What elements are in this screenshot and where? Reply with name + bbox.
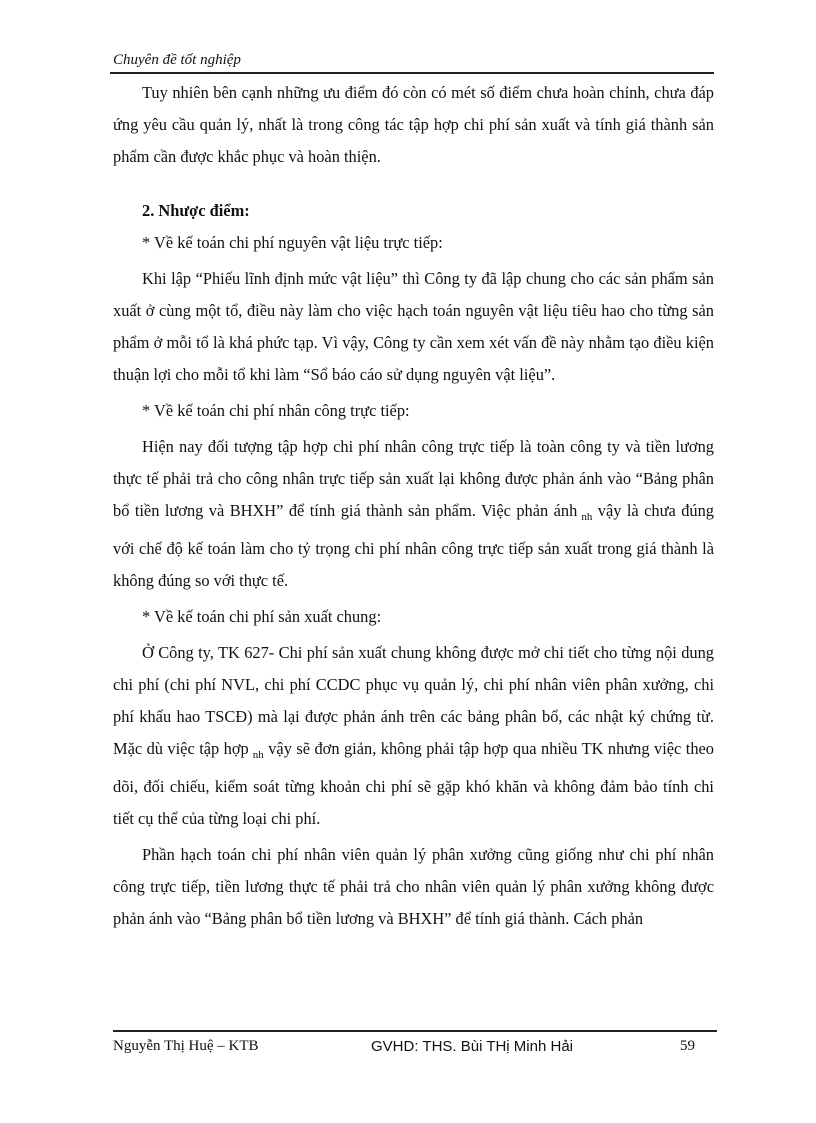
document-body [113, 77, 714, 935]
footer-divider [113, 1030, 717, 1032]
subheading-overhead-cost: * Về kế toán chi phí sản xuất chung: [142, 607, 382, 626]
stray-fragment: nh [252, 749, 264, 761]
paragraph-overhead-cost [113, 637, 714, 835]
header-divider [110, 72, 714, 74]
page-number: 59 [680, 1038, 695, 1054]
paragraph-overhead-cost-part1: Ở Công ty, TK 627- Chi phí sản xuất chung không được mở chi tiết cho từng nội dung chi phí (chi phí NVL, chi phí CCDC phục vụ quản lý, chi phí nhân viên phân xưởng, chi phí khấu hao TSCĐ) mà lại được phản ánh trên các bảng phân bổ, các nhật ký chứng từ. Mặc dù việc tập hợp [113, 643, 714, 758]
paragraph-labor-cost-part2: vậy là chưa đúng với chế độ kế toán làm cho tỷ trọng chi phí nhân công trực tiếp sản xuất trong giá thành là không đúng so với thực tế. [113, 501, 714, 590]
paragraph-overhead-cost-part2: vậy sẽ đơn giản, không phải tập hợp qua nhiều TK nhưng việc theo dõi, đối chiếu, kiểm soát từng khoản chi phí sẽ gặp khó khăn và không đảm bảo tính chi tiết cụ thể của từng loại chi phí. [113, 739, 714, 828]
paragraph-intro: Tuy nhiên bên cạnh những ưu điểm đó còn có mét số điểm chưa hoàn chỉnh, chưa đáp ứng yêu cầu quản lý, nhất là trong công tác tập hợp chi phí sản xuất và tính giá thành sản phẩm cần được khắc phục và hoàn thiện. [113, 83, 714, 166]
paragraph-labor-cost [113, 431, 714, 597]
paragraph-labor-cost-part1: Hiện nay đối tượng tập hợp chi phí nhân công trực tiếp là toàn công ty và tiền lương thực tế phải trả cho công nhân trực tiếp sản xuất lại không được phản ánh vào “Bảng phân bổ tiền lương và BHXH” để tính giá thành sản phẩm. Việc phản ánh [113, 437, 714, 520]
subheading-labor-cost: * Về kế toán chi phí nhân công trực tiếp: [142, 401, 410, 420]
paragraph-workshop-staff: Phần hạch toán chi phí nhân viên quản lý phân xưởng cũng giống như chi phí nhân công trực tiếp, tiền lương thực tế phải trả cho nhân viên quản lý phân xưởng không được phản ánh vào “Bảng phân bổ tiền lương và BHXH” để tính giá thành. Cách phản [113, 845, 714, 928]
header-title: Chuyên đề tốt nghiệp [113, 52, 241, 68]
footer-author: Nguyễn Thị Huệ – KTB [113, 1038, 259, 1054]
stray-fragment: nh [581, 511, 593, 523]
footer-advisor: GVHD: THS. Bùi THị Minh Hải [371, 1038, 573, 1055]
subheading-material-cost: * Về kế toán chi phí nguyên vật liệu trực tiếp: [142, 233, 443, 252]
paragraph-material-cost: Khi lập “Phiếu lĩnh định mức vật liệu” thì Công ty đã lập chung cho các sản phẩm sản xuất ở cùng một tổ, điều này làm cho việc hạch toán nguyên vật liệu tiêu hao cho từng sản phẩm ở mỗi tổ là khá phức tạp. Vì vậy, Công ty cần xem xét vấn đề này nhằm tạo điều kiện thuận lợi cho mỗi tổ khi làm “Sổ báo cáo sử dụng nguyên vật liệu”. [113, 269, 714, 384]
section-heading: 2. Nhược điểm: [142, 201, 250, 220]
